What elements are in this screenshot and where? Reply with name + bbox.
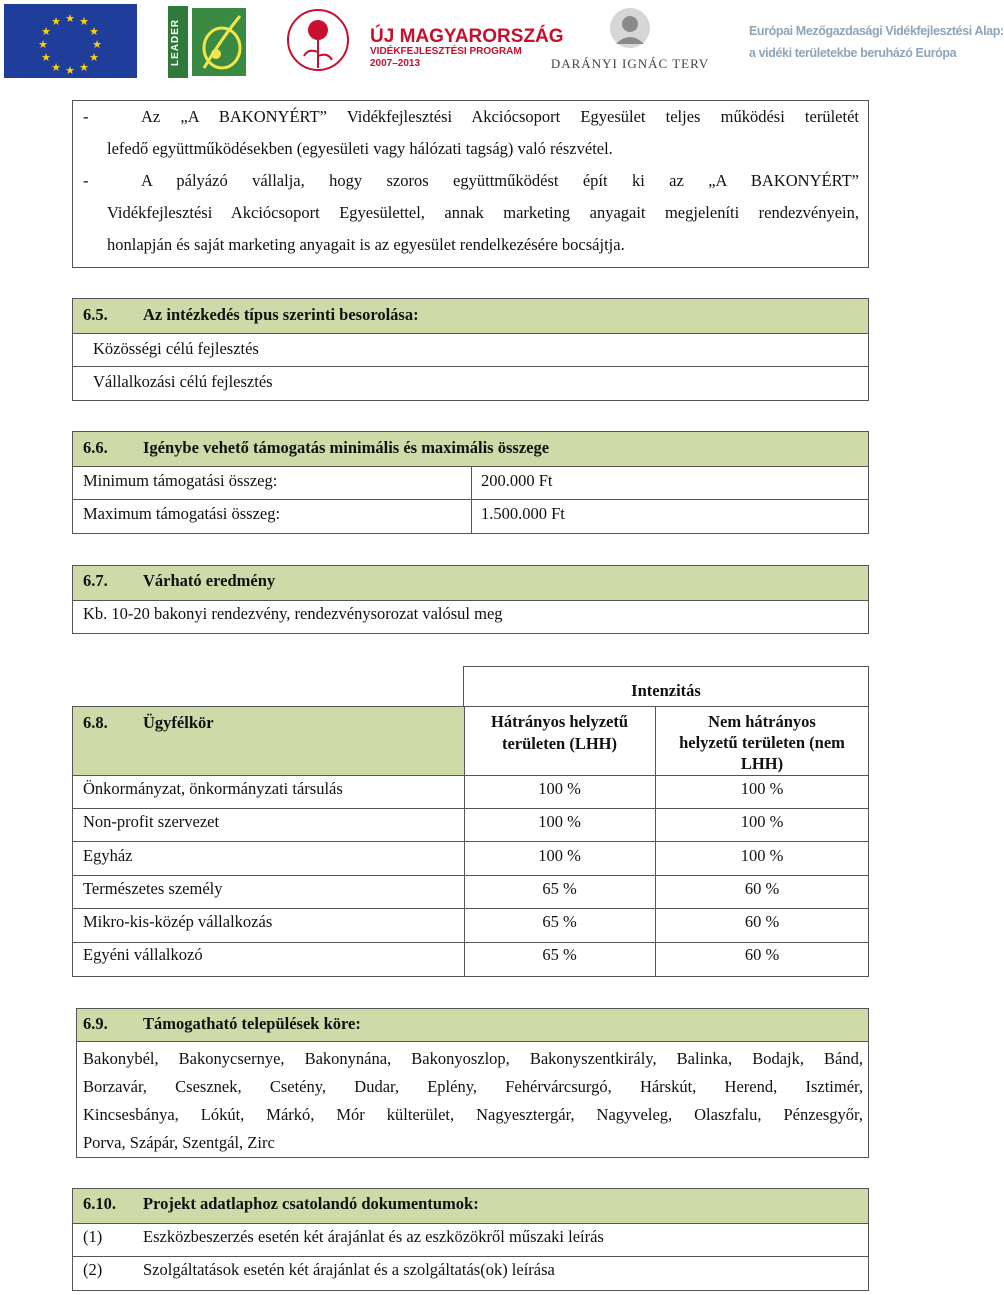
section-title: Ügyfélkör [143,713,214,732]
settlements-line-1: Bakonybél, Bakonycsernye, Bakonynána, Bakonyoszlop, Bakonyszentkirály, Balinka, Bodajk, Bánd, [83,1049,863,1068]
section-6-7-header [73,566,868,600]
lhh-header-line-1: Hátrányos helyzetű [490,712,629,731]
daranyi-text: DARÁNYI IGNÁC TERV [550,56,710,71]
lhh-column-header [464,711,655,755]
bullet-2-line-3: honlapján és saját marketing anyagait is az egyesület rendelkezésére bocsájtja. [107,235,625,254]
non-lhh-column-header [655,711,869,774]
section-num: 6.7. [83,571,108,590]
bullet-1 [83,101,859,165]
section-6-9-header [77,1009,868,1041]
bullet-2-line-1: A pályázó vállalja, hogy szoros együttműködést épít ki az „A BAKONYÉRT” [141,171,859,190]
settlements-text [83,1045,863,1157]
header-logos [0,0,1004,82]
non-lhh-value: 60 % [744,879,780,898]
section-6-6 [72,431,869,534]
bullet-1-line-1: Az „A BAKONYÉRT” Vidékfejlesztési Akciócsoport Egyesület teljes működési területét [141,107,859,126]
rose-emblem-icon [280,4,360,78]
svg-text:★: ★ [92,38,102,51]
section-num: 6.6. [83,438,108,457]
client-label: Mikro-kis-közép vállalkozás [83,912,273,931]
intro-bullets-box [72,100,869,268]
bullet-1-line-2: lefedő együttműködésekben (egyesületi vagy hálózati tagság) való részvétel. [107,139,613,158]
svg-text:★: ★ [51,61,61,74]
max-amount-label: Maximum támogatási összeg: [83,504,281,523]
section-num: 6.10. [83,1194,116,1213]
svg-text:★: ★ [89,25,99,38]
lhh-value: 100 % [538,779,581,798]
section-title: Projekt adatlaphoz csatolandó dokumentumok: [143,1194,479,1213]
section-num: 6.9. [83,1014,108,1033]
non-lhh-header-line-3: LHH) [740,754,784,773]
clients-header-cell [73,707,464,775]
section-title: Várható eredmény [143,571,276,590]
daranyi-ignac-terv-logo [550,4,710,78]
svg-text:★: ★ [51,15,61,28]
svg-text:★: ★ [41,25,51,38]
lhh-header-line-2: területen (LHH) [501,734,617,753]
section-num: 6.5. [83,305,108,324]
client-label: Önkormányzat, önkormányzati társulás [83,779,343,798]
eafrd-logo [745,18,1004,78]
section-6-7 [72,565,869,634]
non-lhh-value: 100 % [740,812,784,831]
section-6-8-table [72,706,869,977]
non-lhh-header-line-1: Nem hátrányos [708,712,816,731]
settlements-line-3: Kincsesbánya, Lókút, Márkó, Mór külterület, Nagyesztergár, Nagyveleg, Olaszfalu, Pénzesgyőr, [83,1105,863,1124]
svg-text:★: ★ [41,51,51,64]
min-amount-value: 200.000 Ft [481,471,553,490]
leader-word: LEADER [170,18,181,66]
svg-text:★: ★ [79,61,89,74]
eafrd-line-1: Európai Mezőgazdasági Vidékfejlesztési Alap: [749,24,1004,38]
uj-magyarorszag-logo [280,4,564,78]
lhh-value: 100 % [538,846,581,865]
portrait-icon [550,4,710,54]
client-label: Non-profit szervezet [83,812,220,831]
intensity-header [463,666,869,707]
svg-text:★: ★ [89,51,99,64]
lhh-value: 65 % [542,879,577,898]
client-label: Egyház [83,846,133,865]
doc-number: (2) [83,1260,103,1279]
non-lhh-header-line-2: helyzetű területen (nem [679,733,845,752]
um-title: ÚJ MAGYARORSZÁG [370,26,564,47]
um-subtitle: VIDÉKFEJLESZTÉSI PROGRAM [370,46,522,57]
non-lhh-value: 60 % [744,912,780,931]
section-num: 6.8. [83,713,108,732]
section-6-5-header [73,299,868,333]
non-lhh-value: 60 % [744,945,780,964]
type-item-community: Közösségi célú fejlesztés [93,339,259,358]
non-lhh-value: 100 % [740,779,784,798]
min-amount-label: Minimum támogatási összeg: [83,471,278,490]
client-label: Egyéni vállalkozó [83,945,203,964]
leader-plant-icon [192,8,246,76]
section-6-10-header [73,1189,868,1223]
max-amount-value: 1.500.000 Ft [481,504,565,523]
doc-text: Szolgáltatások esetén két árajánlat és a szolgáltatás(ok) leírása [143,1260,555,1279]
section-title: Igénybe vehető támogatás minimális és maximális összege [143,438,550,457]
doc-text: Eszközbeszerzés esetén két árajánlat és az eszközökről műszaki leírás [143,1227,604,1246]
settlements-line-2: Borzavár, Csesznek, Csetény, Dudar, Eplény, Fehérvárcsurgó, Hárskút, Herend, Isztimér, [83,1077,863,1096]
section-6-5 [72,298,869,401]
bullet-2-line-2: Vidékfejlesztési Akciócsoport Egyesülettel, annak marketing anyagait megjeleníti rendezvényein, [107,203,859,222]
svg-text:★: ★ [65,12,75,25]
section-title: Az intézkedés típus szerinti besorolása: [143,305,419,324]
lhh-value: 65 % [542,912,577,931]
client-label: Természetes személy [83,879,223,898]
svg-text:★: ★ [38,38,48,51]
type-item-business: Vállalkozási célú fejlesztés [93,372,273,391]
expected-result-text: Kb. 10-20 bakonyi rendezvény, rendezvénysorozat valósul meg [83,604,503,623]
section-6-10 [72,1188,869,1291]
lhh-value: 100 % [538,812,581,831]
eafrd-line-2: a vidéki területekbe beruházó Európa [749,46,957,60]
um-years: 2007–2013 [370,58,421,69]
settlements-line-4: Porva, Szápár, Szentgál, Zirc [83,1133,275,1152]
leader-logo [168,6,248,78]
intensity-label: Intenzitás [631,681,701,700]
section-title: Támogatható települések köre: [143,1014,361,1033]
lhh-value: 65 % [542,945,577,964]
bullet-dash: - [83,171,89,190]
bullet-2 [83,165,859,261]
eu-flag-logo [4,4,137,78]
bullet-dash: - [83,107,89,126]
non-lhh-value: 100 % [740,846,784,865]
section-6-6-header [73,432,868,466]
eu-stars-icon [4,4,137,78]
svg-text:★: ★ [79,15,89,28]
svg-text:★: ★ [65,64,75,77]
section-6-9 [76,1008,869,1158]
doc-number: (1) [83,1227,103,1246]
